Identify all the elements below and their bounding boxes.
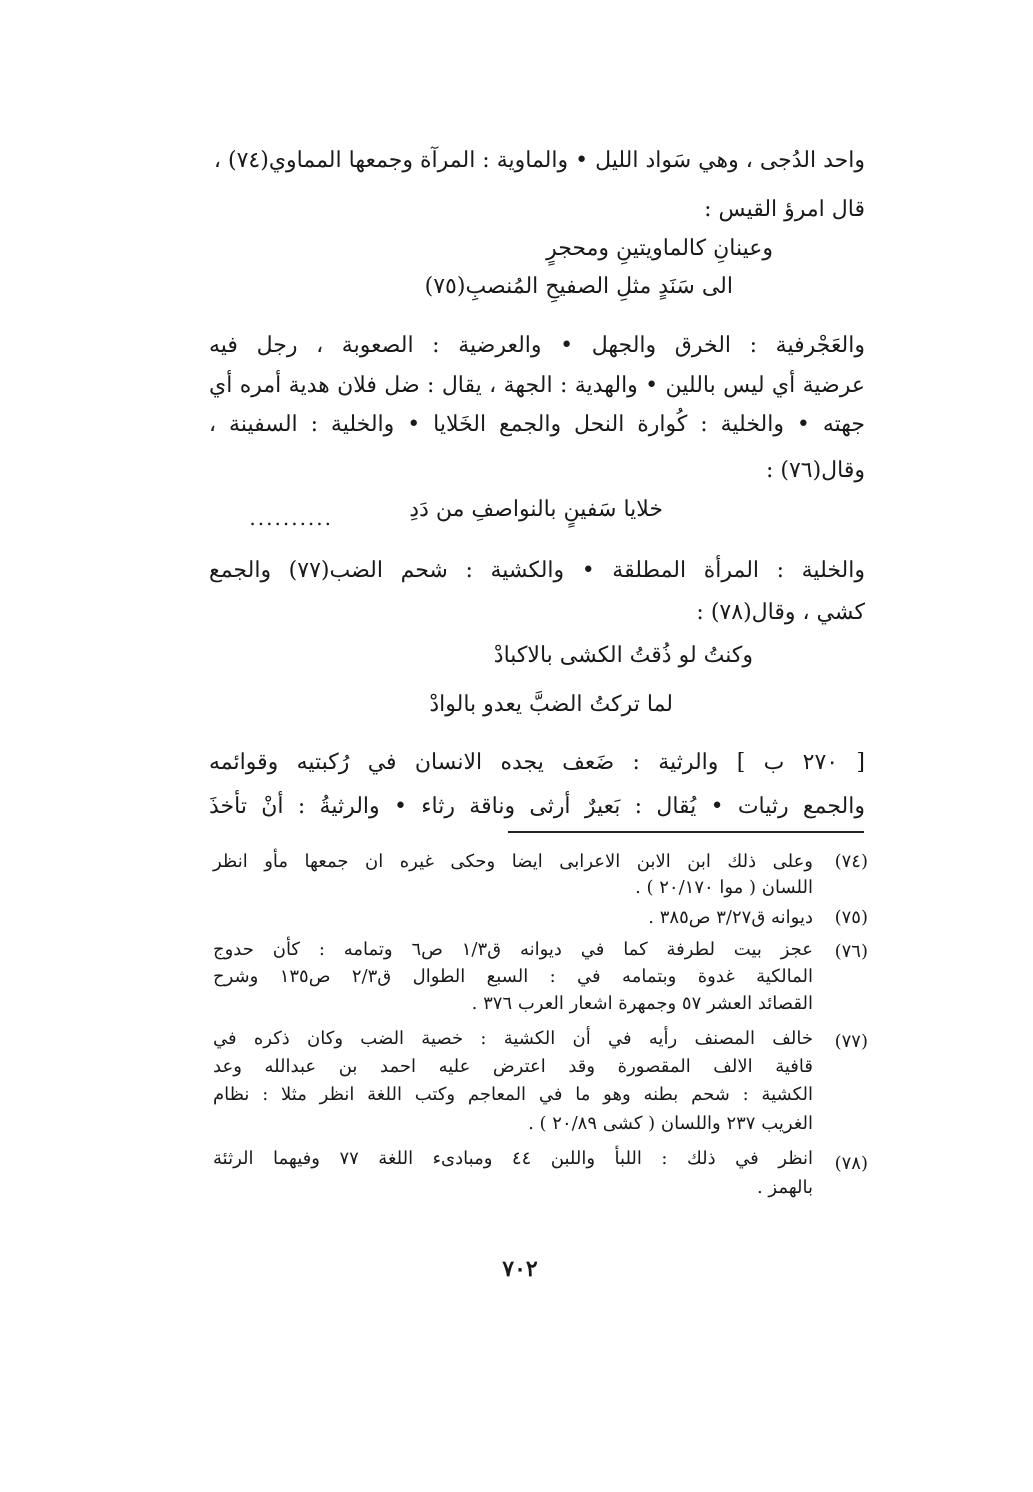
- verse-hemistich: وكنتُ لو ذُقتُ الكشى بالاكبادْ: [493, 643, 753, 668]
- footnote-line: القصائد العشر ٥٧ وجمهرة اشعار العرب ٣٧٦ .: [471, 993, 813, 1014]
- text-line: والخلية : المرأة المطلقة • والكشية : شحم الضب(٧٧) والجمع: [209, 558, 865, 583]
- footnote-line: المالكية غدوة وبتمامه في : السبع الطوال ق٢/٣ ص١٣٥ وشرح: [213, 966, 814, 987]
- text-line: عرضية أي ليس باللين • والهدية : الجهة ، يقال : ضل فلان هدية أمره أي: [209, 373, 865, 398]
- text-line: والعَجْرفية : الخرق والجهل • والعرضية : الصعوبة ، رجل فيه: [209, 333, 865, 358]
- footnote-line: الكشية : شحم بطنه وهو ما في المعاجم وكتب اللغة انظر مثلا : نظام: [213, 1084, 813, 1105]
- verse-hemistich: لما تركتُ الضبَّ يعدو بالوادْ: [429, 692, 673, 717]
- footnote-line: خالف المصنف رأيه في أن الكشية : خصية الضب وكان ذكره في: [213, 1028, 813, 1049]
- footnote-number: (٧٥): [834, 907, 868, 928]
- footnote-line: انظر في ذلك : اللبأ واللبن ٤٤ ومبادىء اللغة ٧٧ وفيهما الرثئة: [213, 1148, 813, 1169]
- verse-hemistich: وعينانِ كالماويتينِ ومحجرٍ: [546, 236, 773, 261]
- text-line: والجمع رثيات • يُقال : بَعيرٌ أرثى وناقة رثاء • والرثيةُ : أنْ تأخذَ: [209, 794, 865, 819]
- footnote-line: وعلى ذلك ابن الابن الاعرابى ايضا وحكى غيره ان جمعها مأو انظر: [213, 851, 813, 872]
- footnote-line: ديوانه ق٣/٢٧ ص٣٨٥ .: [648, 907, 813, 928]
- verse-hemistich: الى سَنَدٍ مثلِ الصفيحِ المُنصبِ(٧٥): [424, 274, 733, 299]
- footnote-number: (٧٤): [834, 851, 868, 872]
- footnote-divider: [508, 831, 864, 833]
- page-number: ٧٠٢: [502, 1256, 538, 1282]
- footnote-line: قافية الالف المقصورة وقد اعترض عليه احمد بن عبدالله وعد: [213, 1056, 813, 1077]
- footnote-number: (٧٧): [834, 1031, 868, 1052]
- footnote-line: اللسان ( موا ٢٠/١٧٠ ) .: [635, 877, 813, 898]
- text-line: قال امرؤ القيس :: [704, 197, 865, 222]
- footnote-number: (٧٨): [834, 1153, 868, 1174]
- text-line: وقال(٧٦) :: [765, 458, 865, 483]
- footnote-line: بالهمز .: [756, 1177, 813, 1198]
- text-line: كشي ، وقال(٧٨) :: [696, 600, 865, 625]
- footnote-line: الغريب ٢٣٧ واللسان ( كشى ٢٠/٨٩ ) .: [528, 1113, 813, 1134]
- text-line: [ ٢٧٠ ب ] والرثية : ضَعف يجده الانسان في رُكبتيه وقوائمه: [209, 750, 865, 775]
- text-line: واحد الدُجى ، وهي سَواد الليل • والماوية : المرآة وجمعها المماوي(٧٤) ،: [213, 148, 865, 173]
- verse-hemistich: خلايا سَفينٍ بالنواصفِ من دَدِ: [409, 497, 663, 522]
- footnote-number: (٧٦): [834, 941, 868, 962]
- verse-ellipsis: ..........: [249, 506, 333, 530]
- footnote-line: عجز بيت لطرفة كما في ديوانه ق١/٣ ص٦ وتمامه : كأن حدوج: [213, 939, 814, 960]
- text-line: جهته • والخلية : كُوارة النحل والجمع الخَلايا • والخلية : السفينة ،: [209, 412, 865, 437]
